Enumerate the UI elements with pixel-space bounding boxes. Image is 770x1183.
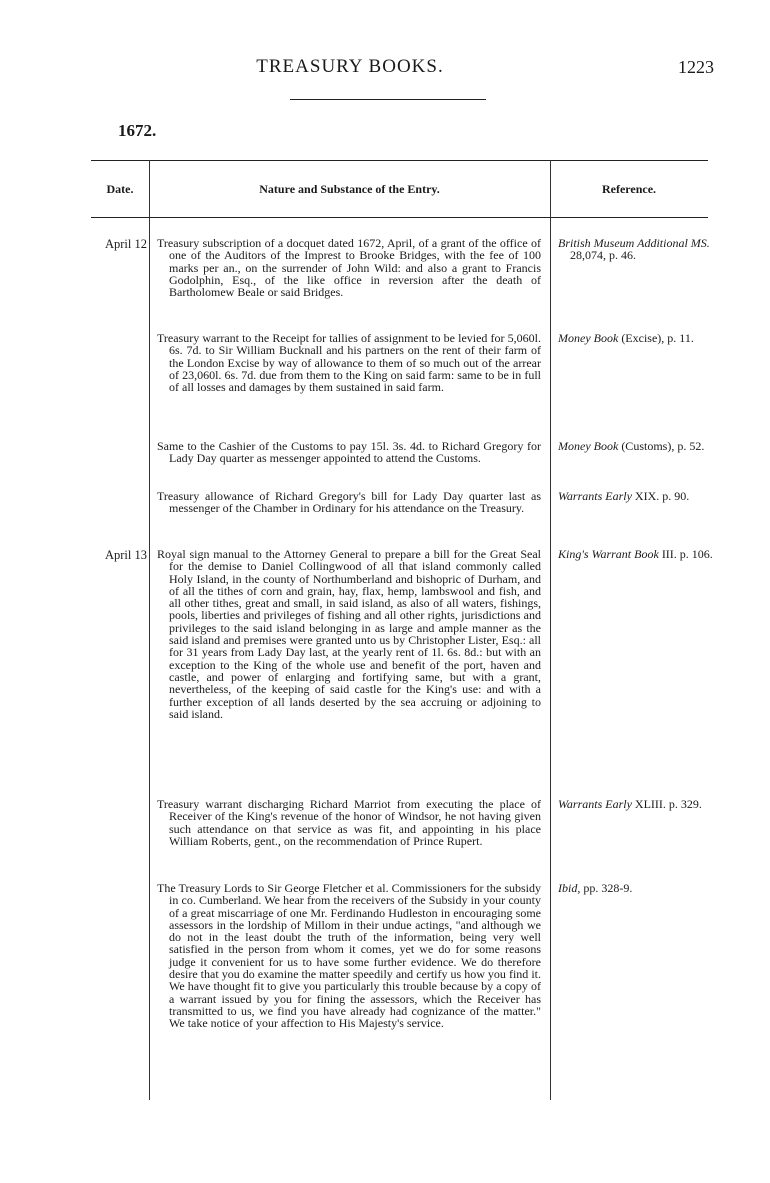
- column-header-nature: Nature and Substance of the Entry.: [259, 182, 440, 196]
- reference-title: King's Warrant Book: [558, 547, 659, 561]
- entries-table: [91, 160, 713, 1160]
- entry-reference: [558, 882, 720, 894]
- reference-detail: (Excise), p. 11.: [621, 331, 694, 345]
- entry-reference: [558, 440, 720, 452]
- column-divider-date: [149, 160, 150, 1100]
- entry-reference: [558, 548, 720, 560]
- running-head: [0, 56, 770, 82]
- reference-title: British Museum Additional MS.: [558, 236, 710, 250]
- column-header-reference: Reference.: [601, 182, 657, 196]
- entry-text: Treasury allowance of Richard Gregory's bill for Lady Day quarter last as messenger of the Chamber in Ordinary for his attendance on the Treasury.: [157, 489, 541, 516]
- reference-detail: pp. 328-9.: [583, 881, 633, 895]
- entry-text: Treasury warrant discharging Richard Marriot from executing the place of Receiver of the King's revenue of the honor of Windsor, he not having given such attendance on that service as was fit, and appointing in his place William Roberts, gent., on the recommendation of Prince Rupert.: [157, 797, 541, 848]
- entry-reference: [558, 490, 720, 502]
- reference-title: Money Book: [558, 331, 619, 345]
- reference-detail: XIX. p. 90.: [634, 489, 690, 503]
- entry-text: The Treasury Lords to Sir George Fletcher et al. Commissioners for the subsidy in co. Cumberland. We hear from the receivers of the Subsidy in your county of a great miscarriage of one Mr. Ferdinando Hudleston in encouraging some assessors in the lordship of Millom in their undue actings, "and although we do not in the least doubt the truth of the information, being very well satisfied in the person from whom it comes, yet we do for some reasons judge it convenient for us to have some further evidence. We do therefore desire that you do examine the matter speedily and certify us how you find it. We have thought fit to give you particularly this trouble because by a copy of a warrant issued by you for fining the assessors, which the Receiver has transmitted to us, we find you have already had cognizance of the matter." We take notice of your affection to His Majesty's service.: [157, 881, 541, 1031]
- running-title: TREASURY BOOKS.: [256, 56, 444, 77]
- entry-date: April 12: [104, 237, 147, 251]
- entry-text: Royal sign manual to the Attorney General to prepare a bill for the Great Seal for the demise to Daniel Collingwood of all that island commonly called Holy Island, in the county of Northumberland and bishopric of Durham, and of all the tithes of corn and grain, hay, flax, hemp, lambswool and fish, and all other tithes, great and small, in said island, as also of all waters, fishings, pools, liberties and privileges of fishing and all other rights, jurisdictions and privileges to the said island belonging in as large and ample manner as the said island and premises were granted unto us by Christopher Lister, Esq.: all for 31 years from Lady Day last, at the yearly rent of 1l. 6s. 8d.: but with an exception to the King of the whole use and benefit of the port, haven and castle, and power of enlarging and fortifying same, but with a grant, nevertheless, of the keeping of said castle for the King's use: and with a further exception of all lands deserted by the sea accruing or adjoining to said island.: [157, 547, 541, 721]
- entry-text: Same to the Cashier of the Customs to pay 15l. 3s. 4d. to Richard Gregory for Lady Day quarter as messenger appointed to attend the Customs.: [157, 439, 541, 466]
- year-heading: 1672.: [118, 121, 157, 140]
- page-number: 1223: [678, 57, 714, 77]
- reference-detail: (Customs), p. 52.: [621, 439, 705, 453]
- reference-detail: 28,074, p. 46.: [570, 248, 636, 263]
- reference-title: Warrants Early: [558, 797, 632, 811]
- reference-detail: XLIII. p. 329.: [634, 797, 702, 811]
- entry-text: Treasury subscription of a docquet dated 1672, April, of a grant of the office of one of the Auditors of the Imprest to Brooke Bridges, with the fee of 100 marks per an., on the surrender of John Wild: and also a grant to Francis Godolphin, Esq., of the like office in reversion after the death of Bartholomew Beale or said Bridges.: [157, 236, 541, 300]
- entry-date: April 13: [104, 548, 147, 562]
- column-divider-reference: [550, 160, 551, 1100]
- entry-reference: [558, 237, 720, 262]
- reference-detail: III. p. 106.: [661, 547, 713, 561]
- entry-reference: [558, 332, 720, 344]
- column-header-date: Date.: [106, 182, 134, 196]
- table-top-rule: [91, 160, 708, 161]
- reference-title: Warrants Early: [558, 489, 632, 503]
- reference-title: Ibid,: [558, 881, 581, 895]
- table-header-rule: [91, 217, 708, 218]
- reference-title: Money Book: [558, 439, 619, 453]
- entry-reference: [558, 798, 720, 810]
- entry-text: Treasury warrant to the Receipt for tallies of assignment to be levied for 5,060l. 6s. 7d. to Sir William Bucknall and his partners on the rent of their farm of the London Excise by way of allowance to them of so much out of the arrear of 23,060l. 6s. 7d. due from them to the King on said farm: same to be in full of all losses and damages by them sustained in said farm.: [157, 331, 541, 395]
- header-rule: [290, 99, 486, 100]
